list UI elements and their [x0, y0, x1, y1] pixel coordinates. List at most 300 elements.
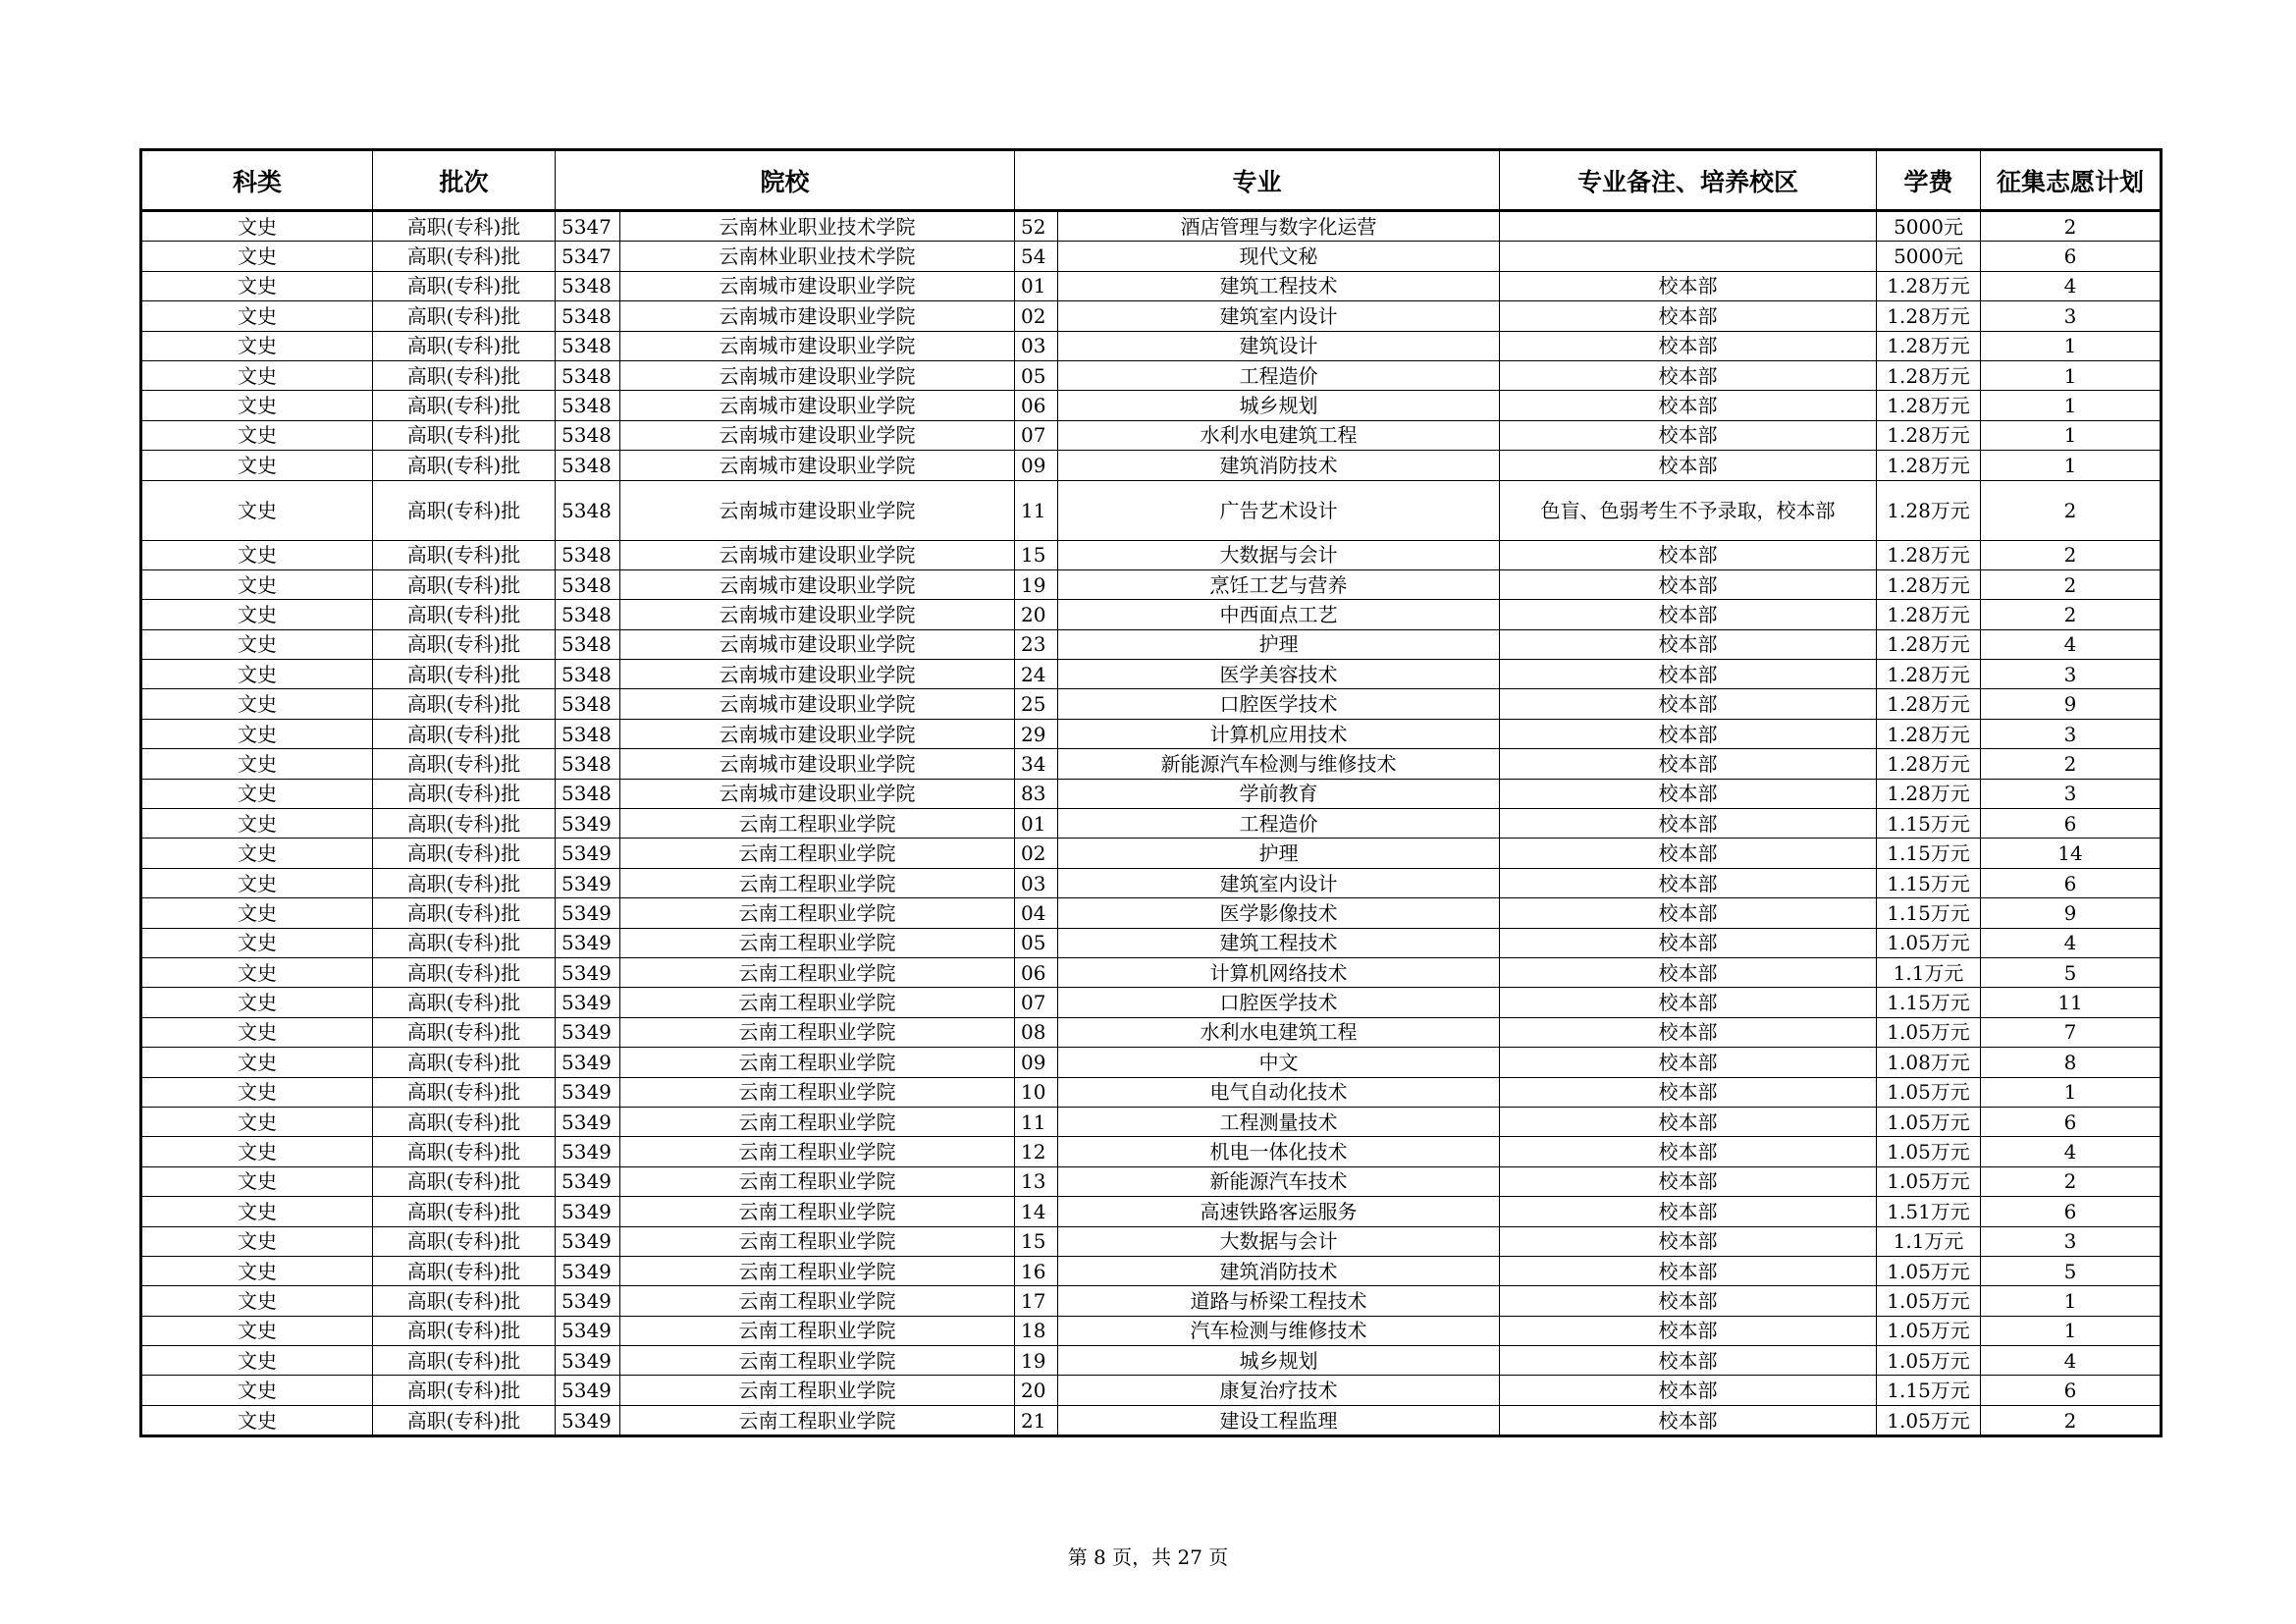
- category-cell: 文史: [141, 242, 373, 271]
- major-code-cell: 11: [1015, 1107, 1058, 1136]
- school-code-cell: 5348: [556, 719, 620, 748]
- plan-cell: 3: [1981, 301, 2162, 331]
- major-code-cell: 06: [1015, 957, 1058, 987]
- table-row: [141, 540, 2162, 569]
- major-code-cell: 05: [1015, 928, 1058, 957]
- major-code-cell: 24: [1015, 660, 1058, 689]
- table-row: [141, 451, 2162, 480]
- tuition-cell: 1.28万元: [1877, 271, 1981, 300]
- major-code-cell: 06: [1015, 391, 1058, 420]
- note-cell: 色盲、色弱考生不予录取，校本部: [1500, 480, 1877, 540]
- batch-cell: 高职(专科)批: [373, 809, 556, 839]
- category-cell: 文史: [141, 1405, 373, 1435]
- table-row: [141, 1376, 2162, 1405]
- note-cell: 校本部: [1500, 271, 1877, 300]
- note-cell: 校本部: [1500, 420, 1877, 450]
- header-tuition: 学费: [1877, 150, 1981, 211]
- tuition-cell: 1.28万元: [1877, 420, 1981, 450]
- table-row: [141, 898, 2162, 928]
- batch-cell: 高职(专科)批: [373, 719, 556, 748]
- tuition-cell: 1.28万元: [1877, 451, 1981, 480]
- school-name-cell: 云南工程职业学院: [620, 1197, 1015, 1226]
- major-name-cell: 新能源汽车技术: [1058, 1166, 1500, 1196]
- major-name-cell: 城乡规划: [1058, 1346, 1500, 1376]
- major-name-cell: 工程测量技术: [1058, 1107, 1500, 1136]
- note-cell: 校本部: [1500, 957, 1877, 987]
- batch-cell: 高职(专科)批: [373, 271, 556, 300]
- batch-cell: 高职(专科)批: [373, 1286, 556, 1316]
- major-name-cell: 电气自动化技术: [1058, 1077, 1500, 1107]
- note-cell: 校本部: [1500, 689, 1877, 719]
- major-name-cell: 建筑设计: [1058, 331, 1500, 360]
- tuition-cell: 1.28万元: [1877, 301, 1981, 331]
- batch-cell: 高职(专科)批: [373, 420, 556, 450]
- header-plan: 征集志愿计划: [1981, 150, 2162, 211]
- table-row: [141, 569, 2162, 599]
- plan-cell: 6: [1981, 1197, 2162, 1226]
- school-code-cell: 5347: [556, 211, 620, 242]
- table-row: [141, 1226, 2162, 1256]
- tuition-cell: 1.28万元: [1877, 600, 1981, 629]
- category-cell: 文史: [141, 480, 373, 540]
- category-cell: 文史: [141, 1346, 373, 1376]
- school-code-cell: 5348: [556, 569, 620, 599]
- category-cell: 文史: [141, 689, 373, 719]
- table-row: [141, 211, 2162, 242]
- note-cell: 校本部: [1500, 749, 1877, 779]
- tuition-cell: 1.28万元: [1877, 689, 1981, 719]
- major-name-cell: 计算机应用技术: [1058, 719, 1500, 748]
- note-cell: 校本部: [1500, 1137, 1877, 1166]
- table-row: [141, 301, 2162, 331]
- plan-cell: 2: [1981, 600, 2162, 629]
- note-cell: 校本部: [1500, 1166, 1877, 1196]
- table-row: [141, 1256, 2162, 1285]
- table-row: [141, 660, 2162, 689]
- major-name-cell: 广告艺术设计: [1058, 480, 1500, 540]
- major-name-cell: 机电一体化技术: [1058, 1137, 1500, 1166]
- school-code-cell: 5349: [556, 1405, 620, 1435]
- school-name-cell: 云南工程职业学院: [620, 1077, 1015, 1107]
- batch-cell: 高职(专科)批: [373, 451, 556, 480]
- school-name-cell: 云南工程职业学院: [620, 928, 1015, 957]
- plan-cell: 9: [1981, 898, 2162, 928]
- school-code-cell: 5349: [556, 1166, 620, 1196]
- note-cell: 校本部: [1500, 360, 1877, 390]
- major-name-cell: 中西面点工艺: [1058, 600, 1500, 629]
- school-name-cell: 云南工程职业学院: [620, 1346, 1015, 1376]
- table-row: [141, 957, 2162, 987]
- tuition-cell: 1.05万元: [1877, 1137, 1981, 1166]
- tuition-cell: 1.15万元: [1877, 868, 1981, 897]
- plan-cell: 2: [1981, 480, 2162, 540]
- category-cell: 文史: [141, 1048, 373, 1077]
- note-cell: 校本部: [1500, 1346, 1877, 1376]
- plan-cell: 9: [1981, 689, 2162, 719]
- note-cell: 校本部: [1500, 839, 1877, 868]
- plan-cell: 1: [1981, 1316, 2162, 1345]
- category-cell: 文史: [141, 569, 373, 599]
- major-name-cell: 医学美容技术: [1058, 660, 1500, 689]
- major-name-cell: 道路与桥梁工程技术: [1058, 1286, 1500, 1316]
- school-code-cell: 5349: [556, 868, 620, 897]
- plan-cell: 7: [1981, 1017, 2162, 1047]
- tuition-cell: 1.05万元: [1877, 1077, 1981, 1107]
- major-name-cell: 建筑工程技术: [1058, 928, 1500, 957]
- batch-cell: 高职(专科)批: [373, 629, 556, 659]
- school-code-cell: 5349: [556, 928, 620, 957]
- table-row: [141, 1286, 2162, 1316]
- plan-cell: 6: [1981, 242, 2162, 271]
- table-row: [141, 928, 2162, 957]
- major-name-cell: 建筑室内设计: [1058, 868, 1500, 897]
- major-code-cell: 03: [1015, 331, 1058, 360]
- school-name-cell: 云南工程职业学院: [620, 1226, 1015, 1256]
- note-cell: 校本部: [1500, 569, 1877, 599]
- note-cell: 校本部: [1500, 1256, 1877, 1285]
- tuition-cell: 1.1万元: [1877, 957, 1981, 987]
- batch-cell: 高职(专科)批: [373, 1197, 556, 1226]
- table-row: [141, 1048, 2162, 1077]
- batch-cell: 高职(专科)批: [373, 1166, 556, 1196]
- school-name-cell: 云南工程职业学院: [620, 1286, 1015, 1316]
- tuition-cell: 1.28万元: [1877, 391, 1981, 420]
- batch-cell: 高职(专科)批: [373, 242, 556, 271]
- school-name-cell: 云南工程职业学院: [620, 898, 1015, 928]
- batch-cell: 高职(专科)批: [373, 331, 556, 360]
- header-category: 科类: [141, 150, 373, 211]
- batch-cell: 高职(专科)批: [373, 749, 556, 779]
- admission-plan-table: [139, 148, 2163, 1437]
- school-code-cell: 5349: [556, 1077, 620, 1107]
- batch-cell: 高职(专科)批: [373, 1077, 556, 1107]
- category-cell: 文史: [141, 1107, 373, 1136]
- major-code-cell: 13: [1015, 1166, 1058, 1196]
- table-row: [141, 1316, 2162, 1345]
- plan-cell: 1: [1981, 451, 2162, 480]
- category-cell: 文史: [141, 420, 373, 450]
- plan-cell: 1: [1981, 420, 2162, 450]
- plan-cell: 5: [1981, 1256, 2162, 1285]
- school-name-cell: 云南城市建设职业学院: [620, 629, 1015, 659]
- category-cell: 文史: [141, 1137, 373, 1166]
- school-name-cell: 云南工程职业学院: [620, 1316, 1015, 1345]
- note-cell: 校本部: [1500, 1226, 1877, 1256]
- major-code-cell: 09: [1015, 1048, 1058, 1077]
- tuition-cell: 1.28万元: [1877, 360, 1981, 390]
- school-code-cell: 5349: [556, 1197, 620, 1226]
- school-code-cell: 5348: [556, 779, 620, 808]
- school-code-cell: 5349: [556, 1376, 620, 1405]
- major-name-cell: 建筑消防技术: [1058, 1256, 1500, 1285]
- note-cell: 校本部: [1500, 988, 1877, 1017]
- major-name-cell: 建筑工程技术: [1058, 271, 1500, 300]
- batch-cell: 高职(专科)批: [373, 1376, 556, 1405]
- category-cell: 文史: [141, 957, 373, 987]
- school-code-cell: 5348: [556, 600, 620, 629]
- batch-cell: 高职(专科)批: [373, 1346, 556, 1376]
- category-cell: 文史: [141, 988, 373, 1017]
- category-cell: 文史: [141, 629, 373, 659]
- note-cell: 校本部: [1500, 1107, 1877, 1136]
- note-cell: 校本部: [1500, 600, 1877, 629]
- major-name-cell: 酒店管理与数字化运营: [1058, 211, 1500, 242]
- major-name-cell: 护理: [1058, 629, 1500, 659]
- school-name-cell: 云南城市建设职业学院: [620, 600, 1015, 629]
- major-code-cell: 17: [1015, 1286, 1058, 1316]
- category-cell: 文史: [141, 809, 373, 839]
- major-code-cell: 20: [1015, 1376, 1058, 1405]
- major-name-cell: 新能源汽车检测与维修技术: [1058, 749, 1500, 779]
- category-cell: 文史: [141, 1017, 373, 1047]
- category-cell: 文史: [141, 1226, 373, 1256]
- school-code-cell: 5348: [556, 420, 620, 450]
- school-name-cell: 云南工程职业学院: [620, 1166, 1015, 1196]
- table-row: [141, 749, 2162, 779]
- school-code-cell: 5348: [556, 689, 620, 719]
- school-code-cell: 5348: [556, 540, 620, 569]
- note-cell: 校本部: [1500, 1017, 1877, 1047]
- school-name-cell: 云南工程职业学院: [620, 988, 1015, 1017]
- tuition-cell: 1.28万元: [1877, 749, 1981, 779]
- plan-cell: 4: [1981, 271, 2162, 300]
- school-code-cell: 5349: [556, 957, 620, 987]
- school-name-cell: 云南工程职业学院: [620, 1017, 1015, 1047]
- major-code-cell: 15: [1015, 540, 1058, 569]
- category-cell: 文史: [141, 1286, 373, 1316]
- school-name-cell: 云南城市建设职业学院: [620, 360, 1015, 390]
- batch-cell: 高职(专科)批: [373, 480, 556, 540]
- table-row: [141, 420, 2162, 450]
- tuition-cell: 1.05万元: [1877, 1316, 1981, 1345]
- major-name-cell: 中文: [1058, 1048, 1500, 1077]
- tuition-cell: 1.15万元: [1877, 988, 1981, 1017]
- plan-cell: 6: [1981, 809, 2162, 839]
- header-note: 专业备注、培养校区: [1500, 150, 1877, 211]
- category-cell: 文史: [141, 928, 373, 957]
- batch-cell: 高职(专科)批: [373, 1137, 556, 1166]
- plan-cell: 6: [1981, 1107, 2162, 1136]
- school-name-cell: 云南工程职业学院: [620, 809, 1015, 839]
- category-cell: 文史: [141, 1166, 373, 1196]
- school-code-cell: 5348: [556, 301, 620, 331]
- table-row: [141, 1166, 2162, 1196]
- major-name-cell: 高速铁路客运服务: [1058, 1197, 1500, 1226]
- major-code-cell: 23: [1015, 629, 1058, 659]
- plan-cell: 1: [1981, 360, 2162, 390]
- tuition-cell: 1.15万元: [1877, 898, 1981, 928]
- batch-cell: 高职(专科)批: [373, 1017, 556, 1047]
- table-row: [141, 629, 2162, 659]
- note-cell: 校本部: [1500, 1316, 1877, 1345]
- tuition-cell: 1.1万元: [1877, 1226, 1981, 1256]
- plan-cell: 2: [1981, 569, 2162, 599]
- tuition-cell: 1.05万元: [1877, 1166, 1981, 1196]
- category-cell: 文史: [141, 391, 373, 420]
- major-code-cell: 12: [1015, 1137, 1058, 1166]
- school-code-cell: 5349: [556, 1286, 620, 1316]
- school-code-cell: 5348: [556, 749, 620, 779]
- major-code-cell: 15: [1015, 1226, 1058, 1256]
- major-name-cell: 建筑消防技术: [1058, 451, 1500, 480]
- table-row: [141, 1017, 2162, 1047]
- school-name-cell: 云南工程职业学院: [620, 957, 1015, 987]
- plan-cell: 1: [1981, 331, 2162, 360]
- school-code-cell: 5349: [556, 1017, 620, 1047]
- category-cell: 文史: [141, 331, 373, 360]
- batch-cell: 高职(专科)批: [373, 660, 556, 689]
- tuition-cell: 1.15万元: [1877, 839, 1981, 868]
- school-code-cell: 5349: [556, 988, 620, 1017]
- category-cell: 文史: [141, 749, 373, 779]
- tuition-cell: 1.05万元: [1877, 1107, 1981, 1136]
- school-name-cell: 云南城市建设职业学院: [620, 420, 1015, 450]
- table-row: [141, 868, 2162, 897]
- plan-cell: 3: [1981, 660, 2162, 689]
- table-row: [141, 1405, 2162, 1435]
- major-name-cell: 大数据与会计: [1058, 1226, 1500, 1256]
- school-code-cell: 5348: [556, 451, 620, 480]
- tuition-cell: 5000元: [1877, 242, 1981, 271]
- note-cell: 校本部: [1500, 629, 1877, 659]
- major-name-cell: 学前教育: [1058, 779, 1500, 808]
- school-code-cell: 5349: [556, 1226, 620, 1256]
- school-name-cell: 云南城市建设职业学院: [620, 569, 1015, 599]
- school-name-cell: 云南城市建设职业学院: [620, 689, 1015, 719]
- table-row: [141, 480, 2162, 540]
- major-code-cell: 04: [1015, 898, 1058, 928]
- plan-cell: 4: [1981, 928, 2162, 957]
- batch-cell: 高职(专科)批: [373, 211, 556, 242]
- tuition-cell: 1.28万元: [1877, 719, 1981, 748]
- major-name-cell: 现代文秘: [1058, 242, 1500, 271]
- note-cell: 校本部: [1500, 451, 1877, 480]
- major-code-cell: 34: [1015, 749, 1058, 779]
- major-code-cell: 02: [1015, 301, 1058, 331]
- major-name-cell: 工程造价: [1058, 809, 1500, 839]
- major-name-cell: 城乡规划: [1058, 391, 1500, 420]
- table-row: [141, 988, 2162, 1017]
- major-code-cell: 09: [1015, 451, 1058, 480]
- plan-cell: 2: [1981, 1166, 2162, 1196]
- note-cell: 校本部: [1500, 809, 1877, 839]
- school-code-cell: 5349: [556, 1346, 620, 1376]
- tuition-cell: 1.08万元: [1877, 1048, 1981, 1077]
- school-code-cell: 5349: [556, 809, 620, 839]
- school-name-cell: 云南工程职业学院: [620, 1405, 1015, 1435]
- plan-cell: 4: [1981, 1137, 2162, 1166]
- category-cell: 文史: [141, 1077, 373, 1107]
- major-code-cell: 16: [1015, 1256, 1058, 1285]
- school-code-cell: 5348: [556, 271, 620, 300]
- major-name-cell: 康复治疗技术: [1058, 1376, 1500, 1405]
- batch-cell: 高职(专科)批: [373, 1405, 556, 1435]
- category-cell: 文史: [141, 660, 373, 689]
- school-code-cell: 5349: [556, 1048, 620, 1077]
- major-code-cell: 19: [1015, 1346, 1058, 1376]
- major-code-cell: 52: [1015, 211, 1058, 242]
- tuition-cell: 1.28万元: [1877, 779, 1981, 808]
- tuition-cell: 1.05万元: [1877, 1017, 1981, 1047]
- header-batch: 批次: [373, 150, 556, 211]
- major-code-cell: 11: [1015, 480, 1058, 540]
- plan-cell: 11: [1981, 988, 2162, 1017]
- tuition-cell: 1.05万元: [1877, 1346, 1981, 1376]
- header-school: 院校: [556, 150, 1015, 211]
- batch-cell: 高职(专科)批: [373, 391, 556, 420]
- plan-cell: 2: [1981, 1405, 2162, 1435]
- batch-cell: 高职(专科)批: [373, 600, 556, 629]
- major-code-cell: 03: [1015, 868, 1058, 897]
- plan-cell: 14: [1981, 839, 2162, 868]
- table-row: [141, 242, 2162, 271]
- major-name-cell: 水利水电建筑工程: [1058, 420, 1500, 450]
- batch-cell: 高职(专科)批: [373, 569, 556, 599]
- major-code-cell: 19: [1015, 569, 1058, 599]
- school-name-cell: 云南工程职业学院: [620, 1256, 1015, 1285]
- tuition-cell: 1.15万元: [1877, 1376, 1981, 1405]
- note-cell: 校本部: [1500, 540, 1877, 569]
- school-code-cell: 5349: [556, 1316, 620, 1345]
- category-cell: 文史: [141, 1197, 373, 1226]
- batch-cell: 高职(专科)批: [373, 301, 556, 331]
- school-name-cell: 云南城市建设职业学院: [620, 540, 1015, 569]
- major-name-cell: 建筑室内设计: [1058, 301, 1500, 331]
- table-row: [141, 331, 2162, 360]
- school-code-cell: 5349: [556, 839, 620, 868]
- tuition-cell: 1.05万元: [1877, 1286, 1981, 1316]
- plan-cell: 4: [1981, 1346, 2162, 1376]
- table-row: [141, 271, 2162, 300]
- category-cell: 文史: [141, 1376, 373, 1405]
- major-name-cell: 护理: [1058, 839, 1500, 868]
- note-cell: 校本部: [1500, 1376, 1877, 1405]
- plan-cell: 6: [1981, 1376, 2162, 1405]
- school-code-cell: 5349: [556, 1137, 620, 1166]
- note-cell: [1500, 211, 1877, 242]
- note-cell: 校本部: [1500, 1077, 1877, 1107]
- school-name-cell: 云南城市建设职业学院: [620, 391, 1015, 420]
- major-code-cell: 10: [1015, 1077, 1058, 1107]
- table-row: [141, 600, 2162, 629]
- category-cell: 文史: [141, 451, 373, 480]
- table-row: [141, 1197, 2162, 1226]
- plan-cell: 4: [1981, 629, 2162, 659]
- major-code-cell: 05: [1015, 360, 1058, 390]
- school-code-cell: 5349: [556, 1107, 620, 1136]
- school-name-cell: 云南城市建设职业学院: [620, 480, 1015, 540]
- plan-cell: 2: [1981, 749, 2162, 779]
- batch-cell: 高职(专科)批: [373, 988, 556, 1017]
- table-row: [141, 839, 2162, 868]
- table-header-row: [141, 150, 2162, 211]
- school-name-cell: 云南林业职业技术学院: [620, 242, 1015, 271]
- plan-cell: 1: [1981, 391, 2162, 420]
- note-cell: [1500, 242, 1877, 271]
- major-name-cell: 汽车检测与维修技术: [1058, 1316, 1500, 1345]
- major-code-cell: 08: [1015, 1017, 1058, 1047]
- plan-cell: 2: [1981, 540, 2162, 569]
- category-cell: 文史: [141, 898, 373, 928]
- tuition-cell: 1.28万元: [1877, 660, 1981, 689]
- major-name-cell: 计算机网络技术: [1058, 957, 1500, 987]
- school-code-cell: 5348: [556, 360, 620, 390]
- batch-cell: 高职(专科)批: [373, 1256, 556, 1285]
- table-row: [141, 391, 2162, 420]
- note-cell: 校本部: [1500, 898, 1877, 928]
- major-code-cell: 21: [1015, 1405, 1058, 1435]
- major-name-cell: 大数据与会计: [1058, 540, 1500, 569]
